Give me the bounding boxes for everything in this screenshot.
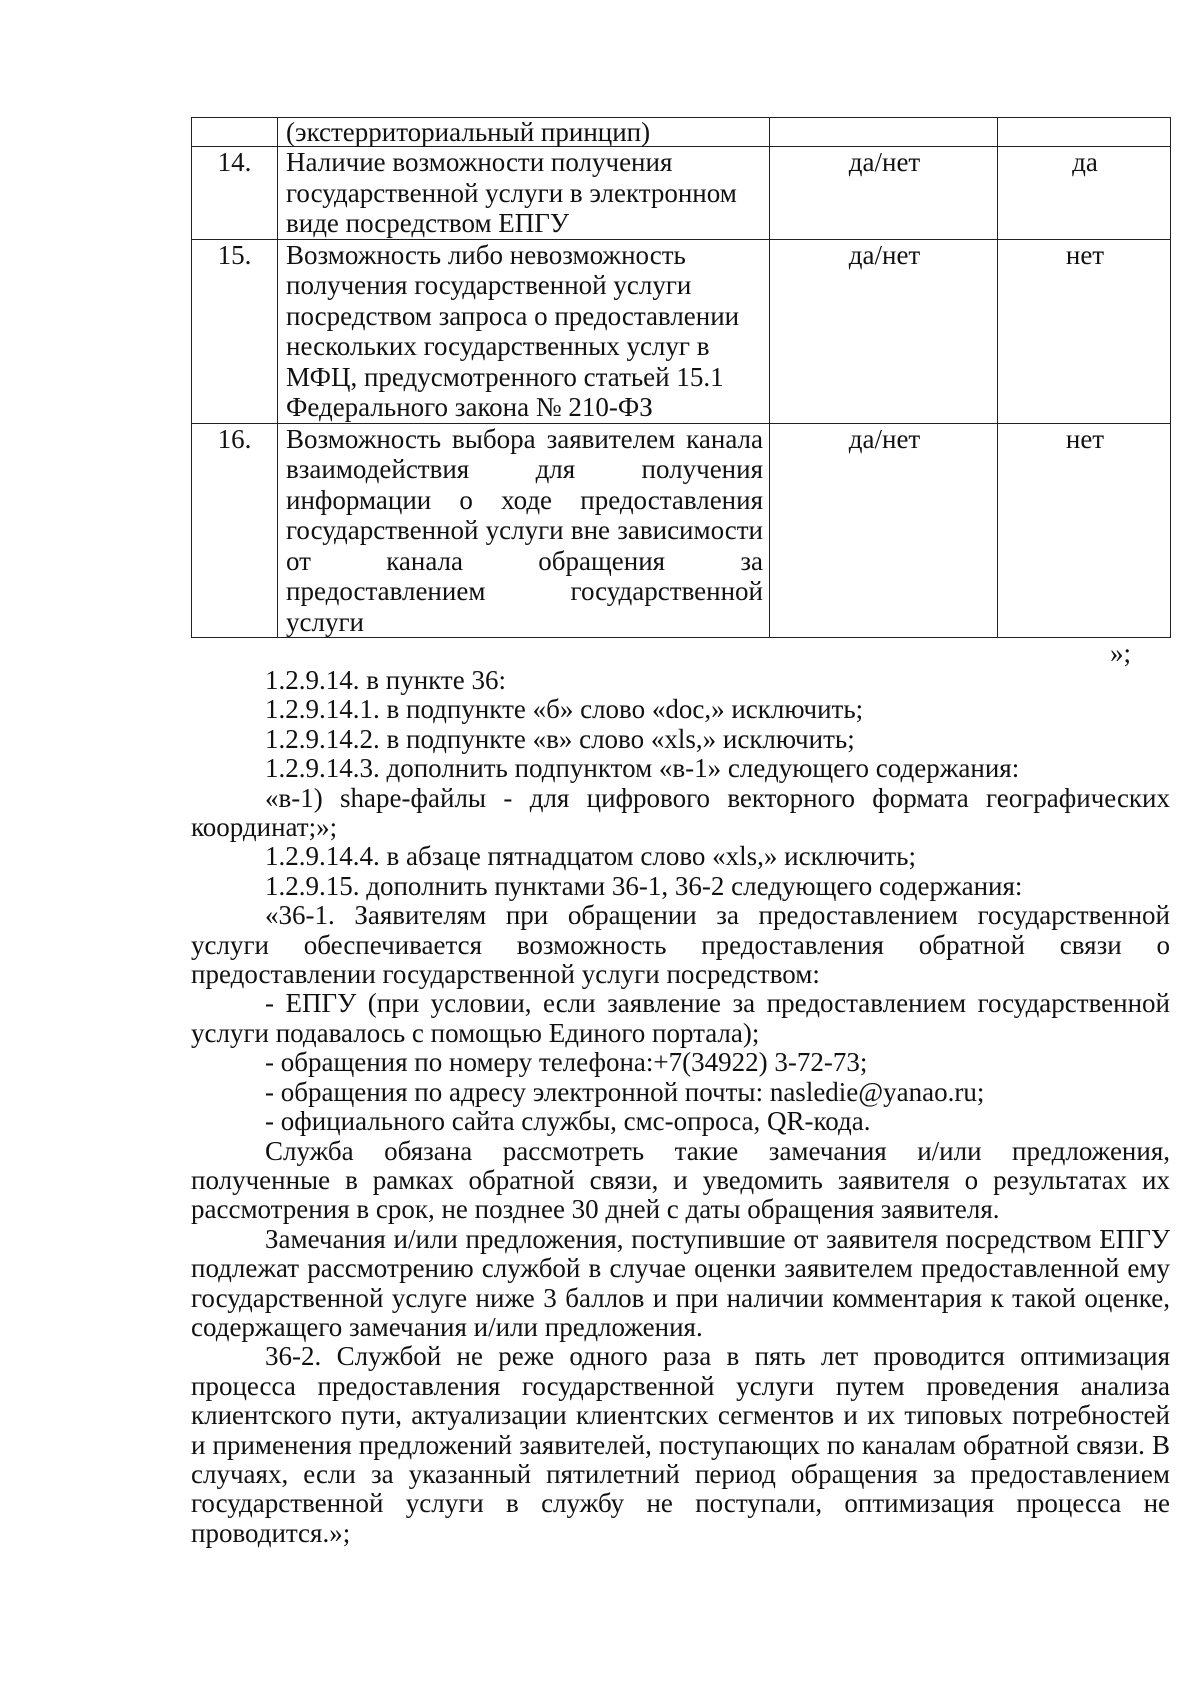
row-unit: да/нет <box>770 423 998 638</box>
paragraph: 1.2.9.14.4. в абзаце пятнадцатом слово «xls,» исключить; <box>265 841 916 872</box>
paragraph: - официального сайта службы, смс-опроса, QR-кода. <box>265 1106 871 1137</box>
paragraph: 1.2.9.14.2. в подпункте «в» слово «xls,» исключить; <box>265 723 855 754</box>
row-unit <box>770 118 998 147</box>
paragraph: 36-2. Службой не реже одного раза в пять лет проводится оптимизация процесса предоставления государственной услуги путем проведения анализа клиентского пути, актуализации клиентских сегментов и их типовых потребностей и применения предложений заявителей, поступающих по каналам обратной связи. В случаях, если за указанный пятилетний период обращения за предоставлением государственной услуги в службу не поступали, оптимизация процесса не проводится.»; <box>191 1341 1170 1548</box>
paragraph: 1.2.9.15. дополнить пунктами 36-1, 36-2 следующего содержания: <box>265 870 1023 901</box>
row-description: Возможность выбора заявителем канала взаимодействия для получения информации о ходе предоставления государственной услуги вне зависимости от канала обращения за предоставлением государственной услуги <box>278 423 770 638</box>
paragraph: 1.2.9.14.1. в подпункте «б» слово «doc,» исключить; <box>265 694 864 725</box>
row-value <box>998 118 1171 147</box>
paragraph: - обращения по адресу электронной почты: nasledie@yanao.ru; <box>265 1076 985 1107</box>
amendments-text <box>191 666 1170 1548</box>
table-row <box>192 423 1171 638</box>
paragraph: - ЕПГУ (при условии, если заявление за предоставлением государственной услуги подавалось с помощью Единого портала); <box>191 988 1170 1048</box>
row-value: нет <box>998 423 1171 638</box>
row-unit: да/нет <box>770 239 998 423</box>
row-description: (экстерриториальный принцип) <box>278 118 770 147</box>
row-description: Возможность либо невозможность получения государственной услуги посредством запроса о предоставлении нескольких государственных услуг в МФЦ, предусмотренного статьей 15.1 Федерального закона № 210-ФЗ <box>278 239 770 423</box>
table-row <box>192 147 1171 240</box>
paragraph: 1.2.9.14.3. дополнить подпунктом «в-1» следующего содержания: <box>265 753 1020 784</box>
row-value: нет <box>998 239 1171 423</box>
indicators-table <box>191 117 1171 638</box>
row-number: 14. <box>192 147 278 240</box>
row-number <box>192 118 278 147</box>
paragraph: «в-1) shape-файлы - для цифрового векторного формата географических координат;»; <box>191 782 1170 843</box>
paragraph: 1.2.9.14. в пункте 36: <box>265 665 506 695</box>
paragraph: Служба обязана рассмотреть такие замечания и/или предложения, полученные в рамках обратной связи, и уведомить заявителя о результатах их рассмотрения в срок, не позднее 30 дней с даты обращения заявителя. <box>191 1135 1170 1225</box>
paragraph: Замечания и/или предложения, поступившие от заявителя посредством ЕПГУ подлежат рассмотрению службой в случае оценки заявителем предоставленной ему государственной услуге ниже 3 баллов и при наличии комментария к такой оценке, содержащего замечания и/или предложения. <box>191 1223 1170 1342</box>
closing-quote: »; <box>1110 638 1132 668</box>
row-unit: да/нет <box>770 147 998 240</box>
row-value: да <box>998 147 1171 240</box>
table-row <box>192 239 1171 423</box>
paragraph: - обращения по номеру телефона:+7(34922) 3-72-73; <box>265 1047 868 1078</box>
paragraph: «36-1. Заявителям при обращении за предоставлением государственной услуги обеспечивается возможность предоставления обратной связи о предоставлении государственной услуги посредством: <box>191 900 1170 990</box>
row-description: Наличие возможности получения государственной услуги в электронном виде посредством ЕПГУ <box>278 147 770 240</box>
row-number: 15. <box>192 239 278 423</box>
table-row <box>192 118 1171 147</box>
row-number: 16. <box>192 423 278 638</box>
